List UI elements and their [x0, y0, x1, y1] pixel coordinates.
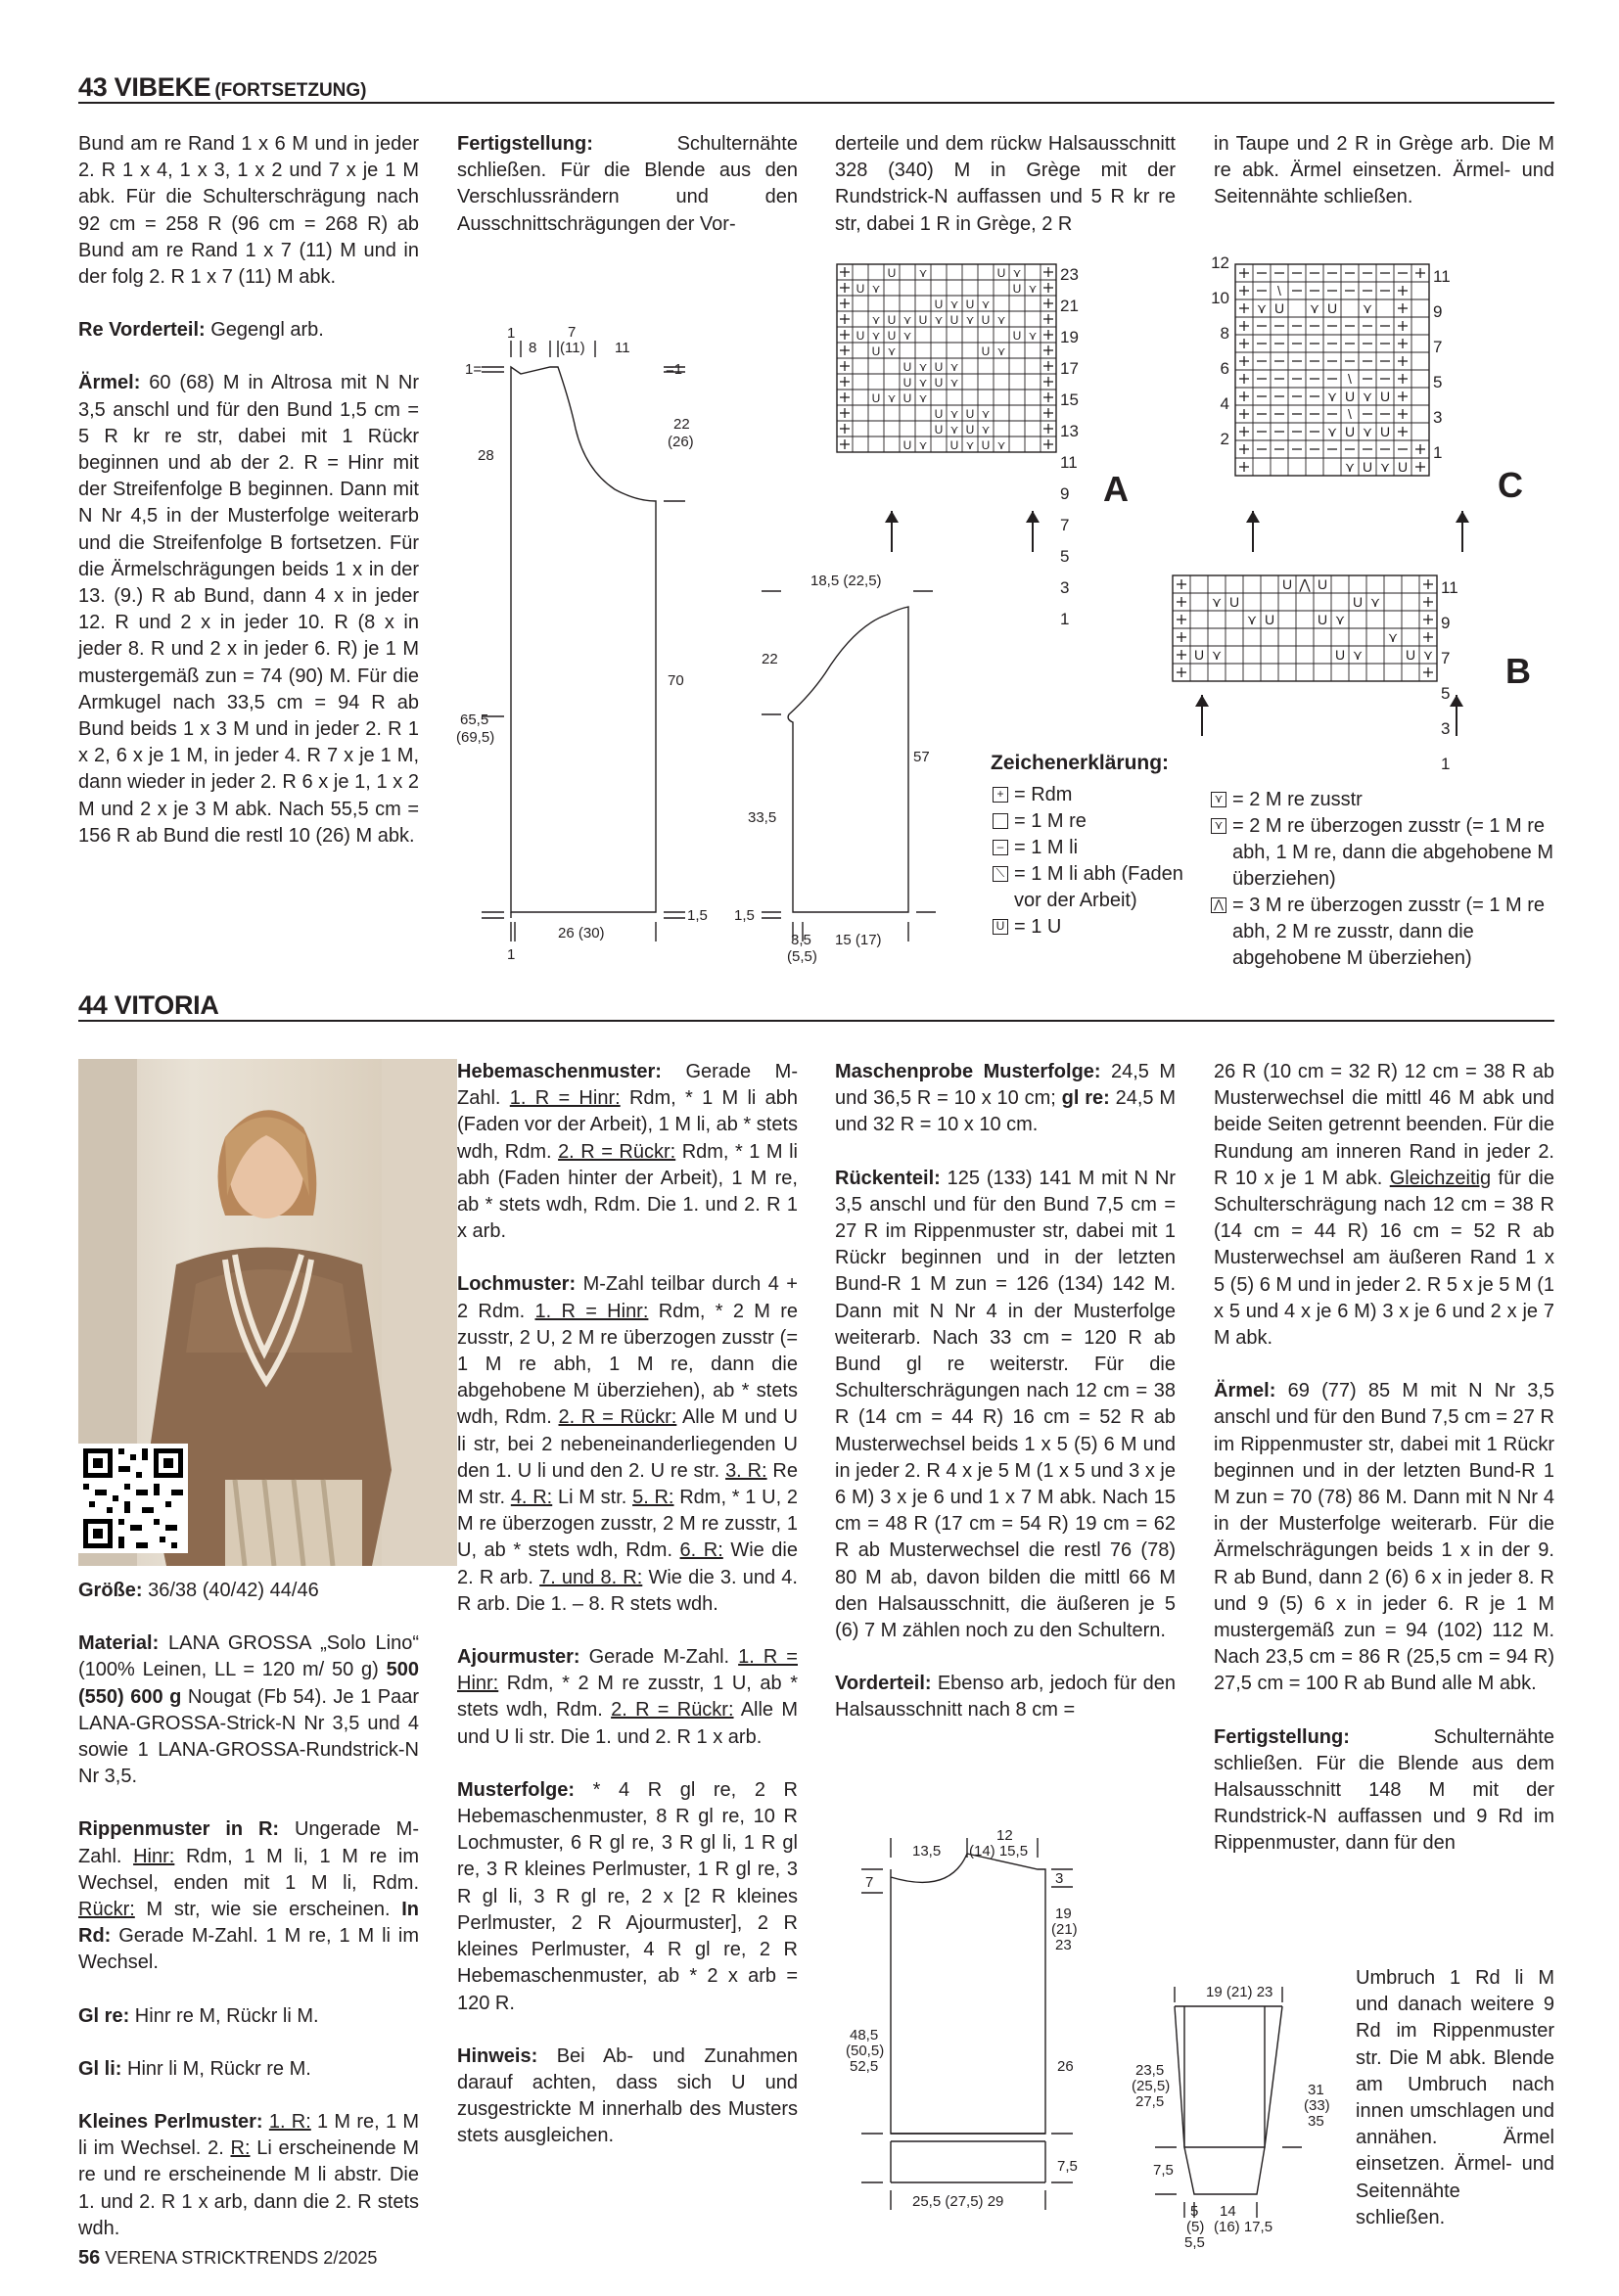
dim-label: 22 — [762, 651, 778, 667]
dim-label: 1 — [507, 325, 516, 342]
chart-symbol: ⋎ — [949, 423, 959, 436]
dim-label: 23,5 — [1135, 2062, 1165, 2079]
body-schematic — [456, 323, 715, 969]
paragraph: Vorderteil: Ebenso arb, jedoch für den Halsausschnitt nach 8 cm = — [835, 1673, 1176, 1722]
chart-symbol: U — [1317, 612, 1328, 627]
ssk-icon: ⋎ — [1211, 818, 1226, 834]
legend-item: ⋀ = 3 M re überzogen zusstr (= 1 M re abh, 2 M re zusstr, dann die abgehobene M überziehen) — [1209, 893, 1561, 972]
chart-symbol: U — [965, 423, 975, 436]
chart-symbol: ⋎ — [1352, 647, 1364, 663]
dim-label: 7 — [568, 324, 577, 341]
dim-label: 7,5 — [1057, 2158, 1078, 2175]
dim-label: 65,5 — [460, 712, 489, 728]
dim-label: 7,5 — [1153, 2162, 1174, 2179]
chart-symbol: ⋎ — [902, 329, 912, 343]
chart-symbol: U — [949, 313, 959, 327]
chart-symbol: ⋎ — [1028, 282, 1038, 296]
chart-symbol: U — [981, 344, 991, 358]
dim-label: 5 — [1190, 2203, 1199, 2220]
chart-symbol: U — [1012, 329, 1022, 343]
paragraph: Fertigstellung: Schulternähte schließen. Für die Blende aus den Verschlussrändern und den Ausschnittschrägungen der Vor- — [457, 133, 798, 235]
row-number: 12 — [1211, 253, 1229, 272]
row-number: 9 — [1060, 484, 1070, 503]
chart-symbol: ⋎ — [996, 313, 1006, 327]
chart-symbol: ⋎ — [1246, 612, 1258, 627]
dim-label: 11 — [615, 340, 630, 356]
dim-label: 3,5 — [791, 932, 811, 948]
row-number: 17 — [1060, 359, 1079, 378]
yarn-over-icon: U — [993, 919, 1008, 935]
paragraph: Gl li: Hinr li M, Rückr re M. — [78, 2057, 311, 2080]
chart-symbol: ⋎ — [887, 391, 897, 405]
dim-label: 70 — [668, 672, 684, 689]
chart-symbol: U — [981, 313, 991, 327]
row-number: 21 — [1060, 297, 1079, 315]
dim-label: (11) — [560, 340, 585, 356]
chart-symbol: ⋎ — [1362, 424, 1373, 439]
section-subtitle: (FORTSETZUNG) — [214, 80, 367, 101]
legend-item: – = 1 M li — [991, 835, 1186, 861]
paragraph: Hinweis: Bei Ab- und Zunahmen darauf achten, dass sich U und zusgestrickte M innerhalb des Musters stets ausgleichen. — [457, 2044, 798, 2147]
text-column-4 — [1214, 1059, 1554, 1858]
row-number: 7 — [1433, 338, 1443, 356]
chart-symbol: U — [1344, 424, 1356, 439]
chart-symbol: ⋎ — [965, 438, 975, 452]
chart-symbol: U — [965, 407, 975, 421]
row-number: 11 — [1433, 267, 1451, 286]
dim-label: =1 — [666, 361, 683, 378]
paragraph: Maschenprobe Musterfolge: 24,5 M und 36,5 R = 10 x 10 cm; gl re: 24,5 M und 32 R = 10 x 10 cm. — [835, 1061, 1177, 1136]
chart-symbol: U — [934, 376, 944, 390]
chart-symbol: ⋎ — [949, 376, 959, 390]
dim-label: (69,5) — [456, 729, 495, 746]
chart-symbol: U — [981, 438, 991, 452]
section-rule — [78, 102, 1554, 104]
chart-symbol: U — [871, 344, 881, 358]
row-number: 3 — [1060, 578, 1070, 597]
chart-symbol: ⋎ — [871, 282, 881, 296]
dim-label: 1 — [507, 946, 516, 963]
chart-symbol: ⋎ — [1211, 594, 1223, 610]
dim-label: 1,5 — [687, 907, 708, 924]
section-title: 44 VITORIA — [78, 990, 219, 1020]
dim-label: 22 — [673, 416, 690, 433]
chart-symbol: U — [856, 329, 865, 343]
chart-symbol: ⋎ — [918, 376, 928, 390]
chart-symbol: ⋎ — [1362, 300, 1373, 316]
dim-label: 5,5 — [1184, 2234, 1205, 2251]
chart-symbol: ⋎ — [949, 360, 959, 374]
legend-item: U = 1 U — [991, 914, 1186, 941]
chart-symbol: ⋎ — [902, 313, 912, 327]
row-number: 3 — [1441, 719, 1451, 738]
section-header-vibeke — [78, 72, 1554, 103]
dim-label: 26 — [1057, 2058, 1074, 2075]
dim-label: (50,5) — [846, 2043, 885, 2059]
chart-symbol: U — [965, 298, 975, 311]
back-schematic — [846, 1818, 1087, 2229]
chart-symbol: U — [1264, 612, 1275, 627]
chart-symbol: U — [902, 376, 912, 390]
row-number: 2 — [1220, 430, 1229, 448]
chart-symbol: ⋎ — [887, 344, 897, 358]
paragraph: Re Vorderteil: Gegengl arb. — [78, 319, 324, 342]
chart-symbol: ⋎ — [1422, 647, 1434, 663]
paragraph: Material: LANA GROSSA „Solo Lino“ (100% Leinen, LL = 120 m/ 50 g) 500 (550) 600 g Nougat (Fb 54). Je 1 Paar LANA-GROSSA-Strick-N Nr 3,5 und 4 sowie 1 LANA-GROSSA-Rundstrick-N Nr 3,5. — [78, 1632, 419, 1788]
paragraph: Bund am re Rand 1 x 6 M und in jeder 2. R 1 x 4, 1 x 3, 1 x 2 und 7 x je 1 M abk. Für die Schulterschrägung nach 92 cm = 258 R (96 cm = 268 R) ab Bund am re Rand 1 x 7 (11) M und in der folg 2. R 1 x 7 (11) M abk. — [78, 133, 419, 289]
chart-symbol: U — [1193, 647, 1205, 663]
row-number: 23 — [1060, 265, 1079, 284]
chart-symbol: ⋎ — [918, 360, 928, 374]
row-number: 7 — [1060, 516, 1070, 534]
dim-label: 27,5 — [1135, 2093, 1165, 2110]
chart-letter: C — [1498, 465, 1523, 505]
legend-title: Zeichenerklärung: — [991, 752, 1170, 774]
dim-label: 25,5 (27,5) 29 — [912, 2193, 1004, 2210]
row-number: 19 — [1060, 328, 1079, 346]
row-number: 5 — [1441, 684, 1451, 703]
chart-symbol: U — [934, 407, 944, 421]
text-column-3 — [835, 131, 1176, 264]
chart-legend-2 — [1209, 787, 1561, 972]
dim-label: (25,5) — [1132, 2078, 1171, 2094]
text-column-4 — [1214, 131, 1554, 238]
back-outline — [891, 1854, 1045, 2134]
legend-item: ⋎ = 2 M re überzogen zusstr (= 1 M re abh, 1 M re, dann die abgehobene M überziehen) — [1209, 813, 1561, 893]
chart-symbol: ⋎ — [1387, 629, 1399, 645]
double-decrease-icon: ⋀ — [1211, 897, 1226, 913]
legend-item: ⟍ = 1 M li abh (Faden vor der Arbeit) — [991, 861, 1186, 914]
dim-label: 8 — [529, 340, 537, 356]
chart-symbol: ⋎ — [871, 313, 881, 327]
magazine-name: VERENA STRICKTRENDS 2/2025 — [105, 2248, 378, 2268]
purl-stitch-icon: – — [993, 840, 1008, 855]
dim-label: (14) 15,5 — [969, 1843, 1029, 1860]
chart-symbol: U — [1397, 459, 1409, 475]
chart-symbol: U — [856, 282, 865, 296]
chart-symbol: ⋎ — [996, 438, 1006, 452]
dim-label: (33) — [1304, 2097, 1330, 2114]
text-column-2 — [457, 131, 798, 264]
text-column-1 — [78, 1578, 419, 2269]
body-outline — [511, 367, 656, 912]
chart-symbol: ⋎ — [996, 344, 1006, 358]
page-number: 56 — [78, 2247, 101, 2269]
paragraph: Gl re: Hinr re M, Rückr li M. — [78, 2004, 319, 2027]
row-number: 11 — [1060, 453, 1078, 472]
qr-code-icon[interactable] — [78, 1444, 188, 1553]
chart-symbol: U — [1362, 459, 1373, 475]
chart-symbol: ⋎ — [934, 313, 944, 327]
chart-symbol: U — [1352, 594, 1364, 610]
section-rule — [78, 1020, 1554, 1022]
k2tog-icon: ⋎ — [1211, 792, 1226, 807]
chart-symbol: ⋎ — [949, 298, 959, 311]
paragraph: 26 R (10 cm = 32 R) 12 cm = 38 R ab Musterwechsel die mittl 46 M abk und beide Seiten getrennt beenden. Für die Rundung am inneren Rand in jeder 2. R 10 x je 1 M abk. Gleichzeitig für die Schulterschrägung nach 12 cm = 38 R (14 cm = 44 R) 16 cm = 52 R ab Musterwechsel am äußeren Rand 1 x 5 (5) 6 M und in jeder 2. R 5 x je 5 M (1 x 5 und 4 x je 6 M) 3 x je 6 und 2 x je 7 M abk. — [1214, 1061, 1554, 1350]
chart-symbol: ⋎ — [1012, 266, 1022, 280]
chart-symbol: \ — [1277, 283, 1281, 298]
section-title: 43 VIBEKE — [78, 72, 211, 102]
chart-symbol: U — [902, 391, 912, 405]
qr-pattern — [83, 1448, 183, 1548]
chart-symbol: ⋎ — [981, 298, 991, 311]
chart-symbol: U — [1379, 424, 1391, 439]
chart-symbol: U — [996, 266, 1006, 280]
paragraph: Musterfolge: * 4 R gl re, 2 R Hebemaschenmuster, 8 R gl re, 10 R Lochmuster, 6 R gl re, 3 R gl li, 1 R gl re, 3 R kleines Perlmuster, 1 R gl re, 3 R gl li, 3 R gl re, 2 x [2 R kleines Perlmuster, 2 R Ajourmuster], 2 R kleines Perlmuster, 4 R gl re, 2 R Hebemaschenmuster, ab * 2 x arb = 120 R. — [457, 1778, 798, 2014]
dim-label: (21) — [1051, 1921, 1078, 1938]
dim-label: (16) 17,5 — [1214, 2219, 1273, 2235]
row-number: 3 — [1433, 408, 1443, 427]
legend-item: = 1 M re — [991, 808, 1186, 835]
dim-label: 35 — [1308, 2113, 1324, 2130]
row-number: 6 — [1220, 359, 1229, 378]
row-number: 5 — [1060, 547, 1070, 566]
chart-symbol: ⋎ — [918, 438, 928, 452]
paragraph: Hebemaschenmuster: Gerade M-Zahl. 1. R = Hinr: Rdm, * 1 M li abh (Faden vor der Arbeit), 1 M li, ab * stets wdh, Rdm. 2. R = Rückr: Rdm, * 1 M li abh (Faden hinter der Arbeit), 1 M re, ab * stets wdh, Rdm. Die 1. und 2. R 1 x arb. — [457, 1061, 799, 1243]
chart-symbol: U — [887, 266, 897, 280]
chart-symbol: U — [918, 313, 928, 327]
chart-legend — [991, 750, 1186, 941]
chart-symbol: ⋎ — [1379, 459, 1391, 475]
chart-symbol: ⋎ — [871, 329, 881, 343]
page-footer — [78, 2247, 377, 2270]
paragraph: Lochmuster: M-Zahl teilbar durch 4 + 2 Rdm. 1. R = Hinr: Rdm, * 2 M re zusstr, 2 U, 2 M re überzogen zusstr (= 1 M re abh, 1 M re, dann die abgehobene M überziehen), ab * stets wdh, Rdm. 2. R = Rückr: Alle M und U li str, bei 2 nebeneinanderliegenden U den 1. U li und den 2. U re str. 3. R: Re M str. 4. R: Li M str. 5. R: Rdm, * 1 U, 2 M re überzogen zusstr, 2 M re zusstr, 1 U, ab * stets wdh, Rdm. 6. R: Wie die 2. R arb. 7. und 8. R: Wie die 3. und 4. R arb. Die 1. – 8. R stets wdh. — [457, 1273, 798, 1615]
dim-label: 19 — [1055, 1906, 1072, 1922]
dim-label: 28 — [478, 447, 494, 464]
sleeve-schematic-2 — [1132, 1967, 1361, 2261]
chart-symbol: ⋎ — [1344, 459, 1356, 475]
row-number: 11 — [1441, 578, 1458, 597]
chart-letter: A — [1103, 469, 1129, 509]
dim-label: 7 — [865, 1874, 874, 1891]
chart-symbol: U — [1379, 389, 1391, 404]
slip-stitch-icon: ⟍ — [993, 866, 1008, 882]
paragraph: Umbruch 1 Rd li M und danach weitere 9 Rd im Rippenmuster str. Die M abk. Blende am Umbruch nach innen umschlagen und annähen. Ärmel einsetzen. Ärmel- und Seitennähte schließen. — [1356, 1967, 1554, 2228]
chart-symbol: U — [1405, 647, 1416, 663]
row-number: 1 — [1060, 610, 1070, 628]
row-number: 9 — [1433, 302, 1443, 321]
dim-label: 26 (30) — [558, 925, 605, 941]
chart-symbol: U — [902, 438, 912, 452]
sleeve-outline — [788, 607, 908, 912]
chart-symbol: ⋎ — [965, 313, 975, 327]
chart-symbol: ⋎ — [1326, 389, 1338, 404]
section-header-vitoria — [78, 990, 1554, 1021]
row-number: 7 — [1441, 649, 1451, 667]
paragraph: Rippenmuster in R: Ungerade M-Zahl. Hinr: Rdm, 1 M li, 1 M re im Wechsel, enden mit 1 M li, Rdm. Rückr: M str, wie sie erscheinen. In Rd: Gerade M-Zahl. 1 M re, 1 M li im Wechsel. — [78, 1818, 420, 1974]
sleeve-outline — [1184, 2006, 1265, 2147]
chart-symbol: ⋎ — [981, 423, 991, 436]
chart-letter: B — [1505, 651, 1531, 691]
chart-symbol: ⋎ — [918, 266, 928, 280]
paragraph: Rückenteil: 125 (133) 141 M mit N Nr 3,5 anschl und für den Bund 7,5 cm = 27 R im Rippenmuster str, dabei mit 1 Rückr beginnen und in der letzten Bund-R 1 M zun = 126 (134) 142 M. Dann mit N Nr 4 in der Musterfolge weiterarb. Nach 33 cm = 120 R ab Bund gl re weiterstr. Für die Schulterschrägungen nach 12 cm = 38 R (14 cm = 44 R) 16 cm = 52 R ab Musterwechsel beids 1 x 5 (5) 6 M und in jeder 2. R 4 x je 5 M (1 x 5 und 3 x je 6 M) 3 x je 6 und 1 x 7 M abk. Nach 15 cm = 48 R (17 cm = 54 R) 19 cm = 62 R ab Musterwechsel die restl 76 (78) 80 M ab, davon bilden die mittl 66 M den Halsausschnitt, die äußeren je 5 (6) 7 M zählen noch zu den Schultern. — [835, 1167, 1176, 1642]
chart-symbol: U — [934, 360, 944, 374]
dim-label: (5) — [1186, 2219, 1205, 2235]
chart-symbol: ⋎ — [949, 407, 959, 421]
dim-label: (5,5) — [787, 948, 817, 965]
dim-label: 33,5 — [748, 809, 777, 826]
knitting-chart-b — [1173, 575, 1564, 773]
chart-symbol: \ — [1348, 371, 1352, 387]
edge-stitch-icon: + — [993, 787, 1008, 803]
dim-label: 12 — [996, 1827, 1013, 1844]
paragraph: derteile und dem rückw Halsausschnitt 328 (340) M in Grège mit der Rundstrick-N auffassen und 5 R kr re str, dabei 1 R in Grège, 2 R — [835, 133, 1176, 235]
paragraph: Ajourmuster: Gerade M-Zahl. 1. R = Hinr: Rdm, * 2 M re zusstr, 1 U, ab * stets wdh, Rdm. 2. R = Rückr: Alle M und U li str. Die 1. und 2. R 1 x arb. — [457, 1646, 798, 1748]
dim-label: 57 — [913, 749, 930, 765]
chart-symbol: U — [1273, 300, 1285, 316]
chart-symbol: U — [949, 438, 959, 452]
chart-symbol: U — [1344, 389, 1356, 404]
chart-symbol: U — [1281, 576, 1293, 592]
chart-symbol: ⋎ — [1369, 594, 1381, 610]
row-number: 10 — [1211, 289, 1229, 307]
row-number: 15 — [1060, 390, 1079, 409]
chart-symbol: U — [1326, 300, 1338, 316]
row-number: 4 — [1220, 394, 1229, 413]
chart-symbol: ⋎ — [1326, 424, 1338, 439]
dim-label: 52,5 — [850, 2058, 879, 2075]
text-column-3 — [835, 1059, 1176, 1751]
chart-symbol: U — [887, 329, 897, 343]
sleeve-schematic — [734, 558, 967, 979]
dim-label: 3 — [1055, 1870, 1064, 1887]
chart-symbol: ⋎ — [1309, 300, 1320, 316]
chart-symbol: ⋎ — [981, 407, 991, 421]
dim-label: 18,5 (22,5) — [810, 573, 882, 589]
chart-symbol: U — [1334, 647, 1346, 663]
row-number: 13 — [1060, 422, 1079, 440]
chart-symbol: U — [887, 313, 897, 327]
chart-symbol: \ — [1348, 406, 1352, 422]
chart-symbol: ⋀ — [1299, 576, 1311, 592]
chart-symbol: U — [934, 423, 944, 436]
paragraph: Größe: 36/38 (40/42) 44/46 — [78, 1580, 319, 1601]
text-column-2 — [457, 1059, 798, 2177]
chart-symbol: ⋎ — [1028, 329, 1038, 343]
chart-symbol: U — [902, 360, 912, 374]
text-column-4-wrap — [1356, 1965, 1554, 2231]
paragraph: Kleines Perlmuster: 1. R: 1 M re, 1 M li im Wechsel. 2. R: Li erscheinende M re und re erscheinende M li abstr. Die 1. und 2. R 1 x arb, dann die 2. R stets wdh. — [78, 2111, 420, 2239]
legend-item: ⋎ = 2 M re zusstr — [1209, 787, 1561, 813]
dim-label: 19 (21) 23 — [1206, 1984, 1273, 2000]
dim-label: 15 (17) — [835, 932, 882, 948]
dim-label: 14 — [1220, 2203, 1236, 2220]
legend-item: + = Rdm — [991, 782, 1186, 808]
chart-symbol: ⋎ — [1256, 300, 1268, 316]
chart-symbol: ⋎ — [1362, 389, 1373, 404]
knit-stitch-icon — [993, 813, 1008, 829]
chart-symbol: ⋎ — [1211, 647, 1223, 663]
chart-symbol: U — [871, 391, 881, 405]
chart-symbol: U — [934, 298, 944, 311]
dim-label: 13,5 — [912, 1843, 942, 1860]
paragraph: Ärmel: 69 (77) 85 M mit N Nr 3,5 anschl und für den Bund 7,5 cm = 27 R im Rippenmuster str, dabei mit 1 Rückr beginnen und in der letzten Bund-R 1 M zun = 70 (78) 86 M. Dann mit N Nr 4 in der Musterfolge weiterarb. Für die Ärmelschrägungen beids 1 x in der 9. R ab Bund, dann 2 (6) 6 x in jeder 8. R und 9 (5) 6 x in jeder 6. R je 1 M mustergemäß zun = 94 (102) 112 M. Nach 23,5 cm = 86 R (25,5 cm = 94 R) 27,5 cm = 100 R ab Bund alle M abk. — [1214, 1380, 1554, 1695]
dim-label: 31 — [1308, 2082, 1324, 2098]
row-number: 5 — [1433, 373, 1443, 391]
row-number: 1 — [1433, 443, 1443, 462]
text-column-1 — [78, 131, 419, 876]
dim-label: (26) — [668, 434, 694, 450]
row-number: 9 — [1441, 614, 1451, 632]
chart-symbol: U — [1228, 594, 1240, 610]
dim-label: 23 — [1055, 1937, 1072, 1953]
paragraph: Fertigstellung: Schulternähte schließen. Für die Blende aus dem Halsausschnitt 148 M mit der Rundstrick-N auffassen und 9 Rd im Rippenmuster, dann für den — [1214, 1725, 1554, 1855]
knitting-chart-c — [1211, 253, 1556, 568]
row-number: 8 — [1220, 324, 1229, 343]
row-number: 1 — [1441, 755, 1451, 773]
chart-symbol: ⋎ — [918, 391, 928, 405]
chart-symbol: U — [1317, 576, 1328, 592]
paragraph: Ärmel: 60 (68) M in Altrosa mit N Nr 3,5 anschl und für den Bund 1,5 cm = 5 R kr re str, dabei mit 1 Rückr beginnen und ab der 2. R = Hinr mit der Streifenfolge B beginnen. Dann mit N Nr 4,5 in der Musterfolge weiterarb und die Streifenfolge B fortsetzen. Für die Ärmelschrägungen beids 1 x in der 13. (9.) R ab Bund, dann 4 x in jeder 12. R und 2 x in jeder 10. R (8 x in jeder 8. R und 2 x in jeder 6. R) je 1 M mustergemäß zun = 74 (90) M. Für die Armkugel nach 33,5 cm = 94 R ab Bund beids 1 x 3 M und in jeder 2. R 1 x 2, 6 x je 1 M, in jeder 4. R 7 x je 1 M, dann wieder in jeder 2. R 6 x je 1, 1 x 2 M und 2 x je 3 M abk. Nach 55,5 cm = 156 R ab Bund die restl 10 (26) M abk. — [78, 372, 419, 847]
dim-label: 1= — [465, 361, 483, 378]
paragraph: in Taupe und 2 R in Grège arb. Die M re abk. Ärmel einsetzen. Ärmel- und Seitennähte schließen. — [1214, 133, 1554, 208]
chart-symbol: ⋎ — [1334, 612, 1346, 627]
chart-symbol: U — [1012, 282, 1022, 296]
dim-label: 48,5 — [850, 2027, 879, 2043]
dim-label: 1,5 — [734, 907, 755, 924]
